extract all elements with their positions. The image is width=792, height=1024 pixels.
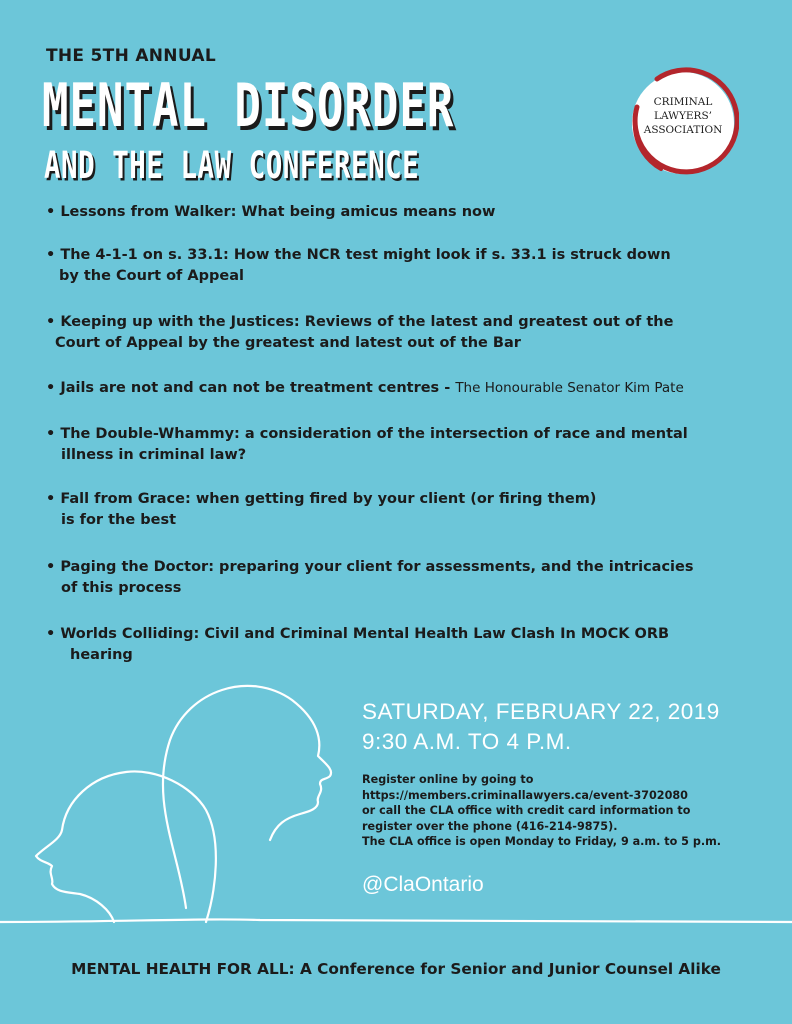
session-title-cont: Court of Appeal by the greatest and latest out of the Bar [55, 335, 521, 351]
title-main: MENTAL DISORDER [42, 72, 455, 141]
registration-hours: The CLA office is open Monday to Friday, 9 a.m. to 5 p.m. [362, 835, 722, 848]
session-title: • The 4-1-1 on s. 33.1: How the NCR test might look if s. 33.1 is struck down [46, 247, 671, 263]
logo-line: ASSOCIATION [643, 124, 723, 136]
session-item [46, 489, 766, 531]
session-title-cont: of this process [61, 580, 182, 596]
registration-url[interactable]: https://members.criminallawyers.ca/event-3702080 [362, 788, 688, 802]
registration-phone: register over the phone (416-214-9875). [362, 819, 618, 833]
footer-tagline: MENTAL HEALTH FOR ALL: A Conference for Senior and Junior Counsel Alike [71, 960, 721, 978]
session-item [46, 378, 766, 399]
session-title: • The Double-Whammy: a consideration of the intersection of race and mental [46, 426, 688, 442]
title-sub: AND THE LAW CONFERENCE [44, 144, 420, 188]
session-title: • Fall from Grace: when getting fired by your client (or firing them) [46, 491, 597, 507]
event-time: 9:30 A.M. TO 4 P.M. [362, 729, 572, 754]
session-item [46, 245, 766, 287]
event-datetime [362, 697, 720, 757]
session-item [46, 557, 766, 599]
session-title: • Worlds Colliding: Civil and Criminal Mental Health Law Clash In MOCK ORB [46, 626, 670, 642]
session-title-cont: illness in criminal law? [61, 447, 247, 463]
registration-info [362, 772, 782, 850]
event-date: SATURDAY, FEBRUARY 22, 2019 [362, 699, 720, 724]
session-title: • Paging the Doctor: preparing your client for assessments, and the intricacies [46, 559, 694, 575]
annual-kicker: THE 5TH ANNUAL [46, 46, 217, 66]
twitter-handle[interactable]: @ClaOntario [362, 873, 484, 896]
session-title: • Lessons from Walker: What being amicus means now [46, 204, 496, 220]
cla-logo [627, 95, 739, 137]
session-item [46, 312, 766, 354]
session-speaker: The Honourable Senator Kim Pate [455, 380, 684, 396]
session-item [46, 202, 766, 223]
session-title-cont: is for the best [61, 512, 177, 528]
registration-line: Register online by going to [362, 773, 534, 786]
session-title-cont: hearing [70, 647, 133, 663]
session-item [46, 424, 766, 466]
session-title: • Jails are not and can not be treatment centres - [46, 380, 456, 396]
logo-line: LAWYERS’ [654, 110, 712, 122]
logo-line: CRIMINAL [653, 96, 713, 108]
registration-line: or call the CLA office with credit card information to [362, 804, 691, 817]
session-title: • Keeping up with the Justices: Reviews of the latest and greatest out of the [46, 314, 674, 330]
session-title-cont: by the Court of Appeal [59, 268, 244, 284]
